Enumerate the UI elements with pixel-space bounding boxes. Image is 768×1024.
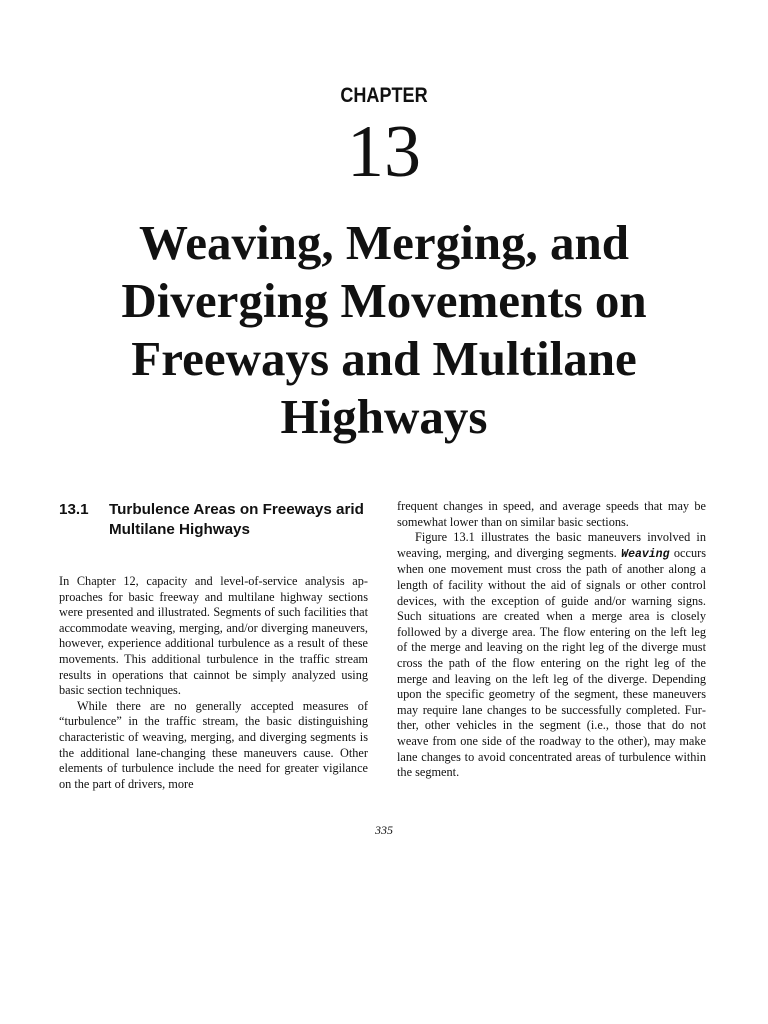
- paragraph-text: Figure 13.1 illustrates the basic maneuvers involved in weaving, merging, and diverging segments.: [397, 530, 706, 560]
- paragraph: frequent changes in speed, and average speeds that may be somewhat lower than on similar basic sections.: [397, 499, 706, 529]
- paragraph: [397, 530, 706, 781]
- chapter-label: CHAPTER: [340, 84, 428, 107]
- paragraph-text: occurs when one movement must cross the path of another along a length of facility without the aid of signals or other control devices, with the exception of guide and/or warning signs. Such situations are created when a merge area is closely followed by a diverge area. The flow entering on the left leg of the merge and leaving on the right leg of the diverge must cross the path of the flow entering on the right leg of the merge and leaving on the left leg of the diverge. Depending upon the specific geometry of the segment, these maneuvers may require lane changes to be successfully completed. Further, other vehicles in the segment (i.e., those that do not weave from one side of the roadway to the other), may make lane changes to avoid concentrated areas of turbulence within the segment.: [397, 545, 706, 780]
- chapter-title: Weaving, Merging, and Diverging Movements on Freeways and Multilane Highways: [121, 215, 647, 444]
- section-heading: [59, 500, 368, 540]
- section-number: 13.1: [59, 501, 89, 518]
- section-title: Turbulence Areas on Freeways arid Multilane Highways: [109, 501, 364, 538]
- left-column: [59, 500, 368, 792]
- chapter-number: 13: [347, 111, 421, 193]
- page-number: 335: [375, 823, 393, 837]
- defined-term: Weaving: [621, 547, 670, 561]
- right-column: [397, 499, 706, 781]
- paragraph: In Chapter 12, capacity and level-of-service analysis approaches for basic freeway and multilane highway sections were presented and illustrated. Segments of such facilities that accommodate weaving, merging, and/or diverging maneuvers, however, experience additional turbulence as a result of these movements. This additional turbulence in the traffic stream results in operations that cainnot be simply analyzed using basic section techniques.: [59, 574, 368, 698]
- paragraph: While there are no generally accepted measures of “turbulence” in the traffic stream, the basic distinguishing characteristic of weaving, merging, and diverging segments is the additional lane-changing these maneuvers cause. Other elements of turbulence include the need for greater vigilance on the part of drivers, more: [59, 698, 368, 791]
